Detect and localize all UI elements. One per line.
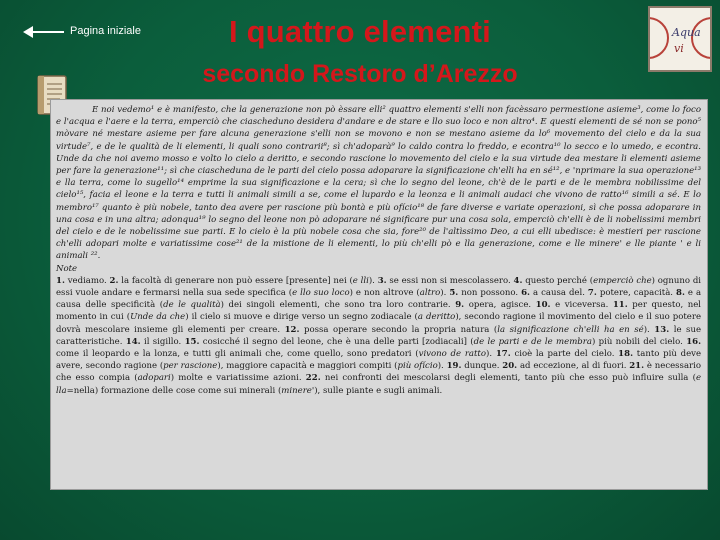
note-text: a causa del. — [533, 288, 585, 299]
note-quote: altro — [419, 288, 441, 299]
note-text: le sue caratteristiche. — [56, 324, 702, 347]
note-text: e viceversa. — [555, 300, 609, 311]
note-text: dunque. — [464, 361, 500, 372]
note-number: 9. — [455, 300, 465, 311]
note-quote: e llo suo loco — [292, 288, 350, 299]
note-text-after: ) più nobili del cielo. — [591, 336, 683, 347]
note-number: 1. — [56, 275, 65, 286]
note-text: potere, capacità. — [599, 288, 674, 299]
note-text-after: ), maggiore capacità e maggiori compiti ( — [217, 361, 398, 372]
note-text: per questo, nel momento in cui ( — [56, 300, 702, 323]
note-quote: minere' — [281, 385, 315, 396]
home-link-label: Pagina iniziale — [70, 25, 141, 37]
note-text-after: ). — [486, 349, 493, 360]
note-text-after: ), sulle piante e sugli animali. — [314, 385, 443, 396]
note-quote: e lla — [56, 373, 702, 396]
note-quote: per rascione — [163, 361, 218, 372]
note-text-after: =nella) formazione delle cose come sui minerali ( — [66, 385, 282, 396]
note-number: 12. — [284, 324, 300, 335]
note-text-after: ) molte e variatissime azioni. — [170, 373, 302, 384]
note-number: 8. — [676, 288, 685, 299]
note-text: è necessario che esso compia ( — [56, 361, 701, 384]
logo-text-line2: vi — [674, 42, 684, 55]
note-text: cosicché il segno del leone, che è una delle parti [zodiacali] ( — [202, 336, 474, 347]
note-number: 14. — [125, 336, 141, 347]
note-text: nei confronti dei mescolarsi degli elementi, tanto più che esso può influire sulla ( — [324, 373, 696, 384]
note-quote: emperciò che — [593, 275, 652, 286]
note-text: questo perché ( — [525, 275, 594, 286]
logo-text-line1: Aqua — [672, 26, 701, 39]
note-number: 7. — [587, 288, 597, 299]
note-text: cioè la parte del cielo. — [514, 349, 615, 360]
note-number: 16. — [686, 336, 702, 347]
note-number: 18. — [618, 349, 634, 360]
page-subtitle: secondo Restoro d’Arezzo — [202, 60, 518, 88]
note-quote: Unde da che — [130, 312, 186, 323]
note-text-after: ) il cielo si muove e dirige verso un segno zodiacale ( — [185, 312, 418, 323]
note-text-after: ). — [437, 361, 444, 372]
note-quote: e lli — [352, 275, 369, 286]
note-number: 21. — [629, 361, 645, 372]
note-quote: più ofício — [397, 361, 438, 372]
left-arrow-icon — [22, 22, 64, 42]
note-number: 20. — [502, 361, 518, 372]
text-panel — [50, 99, 708, 490]
note-number: 6. — [521, 288, 531, 299]
note-number: 4. — [513, 275, 523, 286]
note-text-after: ), secondo ragione il movimento del cielo e il suo potere dovrà mescolare insieme gli elementi per creare. — [56, 312, 702, 335]
note-text: come il leopardo e la lonza, e tutti gli animali che, come quello, sono predatori ( — [56, 349, 419, 360]
note-number: 22. — [305, 373, 321, 384]
note-text-after: ) ognuno di essi vuole andare e fermarsi nella sua sede specifica ( — [56, 275, 702, 299]
note-quote: de le qualità — [163, 300, 221, 311]
page-title: I quattro elementi — [229, 14, 491, 49]
note-text: e a causa delle specificità ( — [56, 288, 702, 311]
home-link[interactable] — [18, 22, 141, 42]
verse-text: E noi vedemo¹ e è manifesto, che la generazione non pò èssare elli² quattro elementi s'elli non facèssaro permestione asieme³, come lo foco e l'acqua e l'aere e la terra, emperciò che ciascheduno desidera d'andare e de stare e llo suo loco e non altro⁴. E questi elementi de sé non se pono⁵ mòvare né mestare asieme per fare alcuna generazione s'elli non se movono e non se mestano asieme da lo⁶ movemento del cielo e da la sua virtude⁷, e de le qualità de li elementi, li quali sono contrarii⁸; sì ch'adoparà⁹ lo caldo contra lo freddo, e econtra¹⁰ lo secco e lo umedo, e econtra. Unde da che noi avemo mosso e volto lo cielo a deritto, e secondo rascione lo movemento del cielo e la sua virtude dea mestare li elementi asieme per fare la generazione¹¹; sì che ciascheduna de le parti del cielo possa adoparare la significazione ch'elli ha en sé¹², e 'nprimare la sua operazione¹³ e lla terra, come lo sugello¹⁴ emprime la sua significazione e la cera; sì che lo segno del leone, ch'è de le parti e de le membra nobilissime del cielo¹⁵, facia el leone e la terra e tutti li animali simili a se, come el lupardo e la leonza e li animali audaci che vivono de ratto¹⁶ simili a sé. E lo membro¹⁷ quanto è più nobele, tanto dea avere per rascione più bontà e più ofício¹⁸ de fare diverse e variate operazioni, sì che possa adoparare in una cosa e in una altra; adonqua¹⁹ lo segno del leone non pò adoparare né significare pur una cosa sola, emperciò ch'elli è de li nobelissimi membri del cielo e de le nobelissime sue parti. E lo cielo è la più nobele cosa che sia, fore²⁰ de l'altìssimo Deo, a cui elli ubedisce: è mestieri per rascione ch'elli adopari molte e variatissime cose²¹ de la mistione de li elementi, lo più ch'elli pò e lla generazione, come e lle minere' e lle piante ' e li animali ²². — [56, 105, 701, 262]
notes-heading: Note — [56, 263, 78, 274]
note-text-after: ). — [368, 275, 375, 286]
note-text: non possono. — [461, 288, 519, 299]
note-number: 10. — [535, 300, 551, 311]
note-quote: vivono de ratto — [418, 349, 487, 360]
note-quote: a deritto — [417, 312, 456, 323]
note-text: possa operare secondo la propria natura ( — [304, 324, 498, 335]
note-quote: de le parti e de le membra — [473, 336, 592, 347]
note-number: 5. — [449, 288, 459, 299]
note-number: 11. — [612, 300, 628, 311]
note-number: 17. — [495, 349, 511, 360]
note-text: la facoltà di generare non può essere [presente] nei ( — [121, 275, 353, 286]
note-quote: la significazione ch'elli ha en sé — [497, 324, 644, 335]
note-text: ad eccezione, al di fuori. — [519, 361, 627, 372]
manuscript-logo-icon — [648, 6, 712, 72]
note-text: tanto più deve avere, secondo ragione ( — [56, 349, 702, 372]
note-number: 19. — [446, 361, 462, 372]
note-text: il sigillo. — [143, 336, 182, 347]
note-quote: adopari — [137, 373, 171, 384]
note-text-after: ) dei singoli elementi, che sono tra loro contrarie. — [220, 300, 451, 311]
notes-list — [56, 275, 701, 397]
note-text-after: ) e non altrove ( — [349, 288, 420, 299]
note-text: vediamo. — [67, 275, 107, 286]
note-number: 13. — [654, 324, 670, 335]
note-number: 3. — [377, 275, 387, 286]
note-text-after: ). — [643, 324, 650, 335]
note-text: se essi non si mescolassero. — [389, 275, 511, 286]
note-number: 2. — [109, 275, 119, 286]
note-number: 15. — [184, 336, 200, 347]
note-text-after: ). — [440, 288, 447, 299]
note-text: opera, agisce. — [468, 300, 532, 311]
